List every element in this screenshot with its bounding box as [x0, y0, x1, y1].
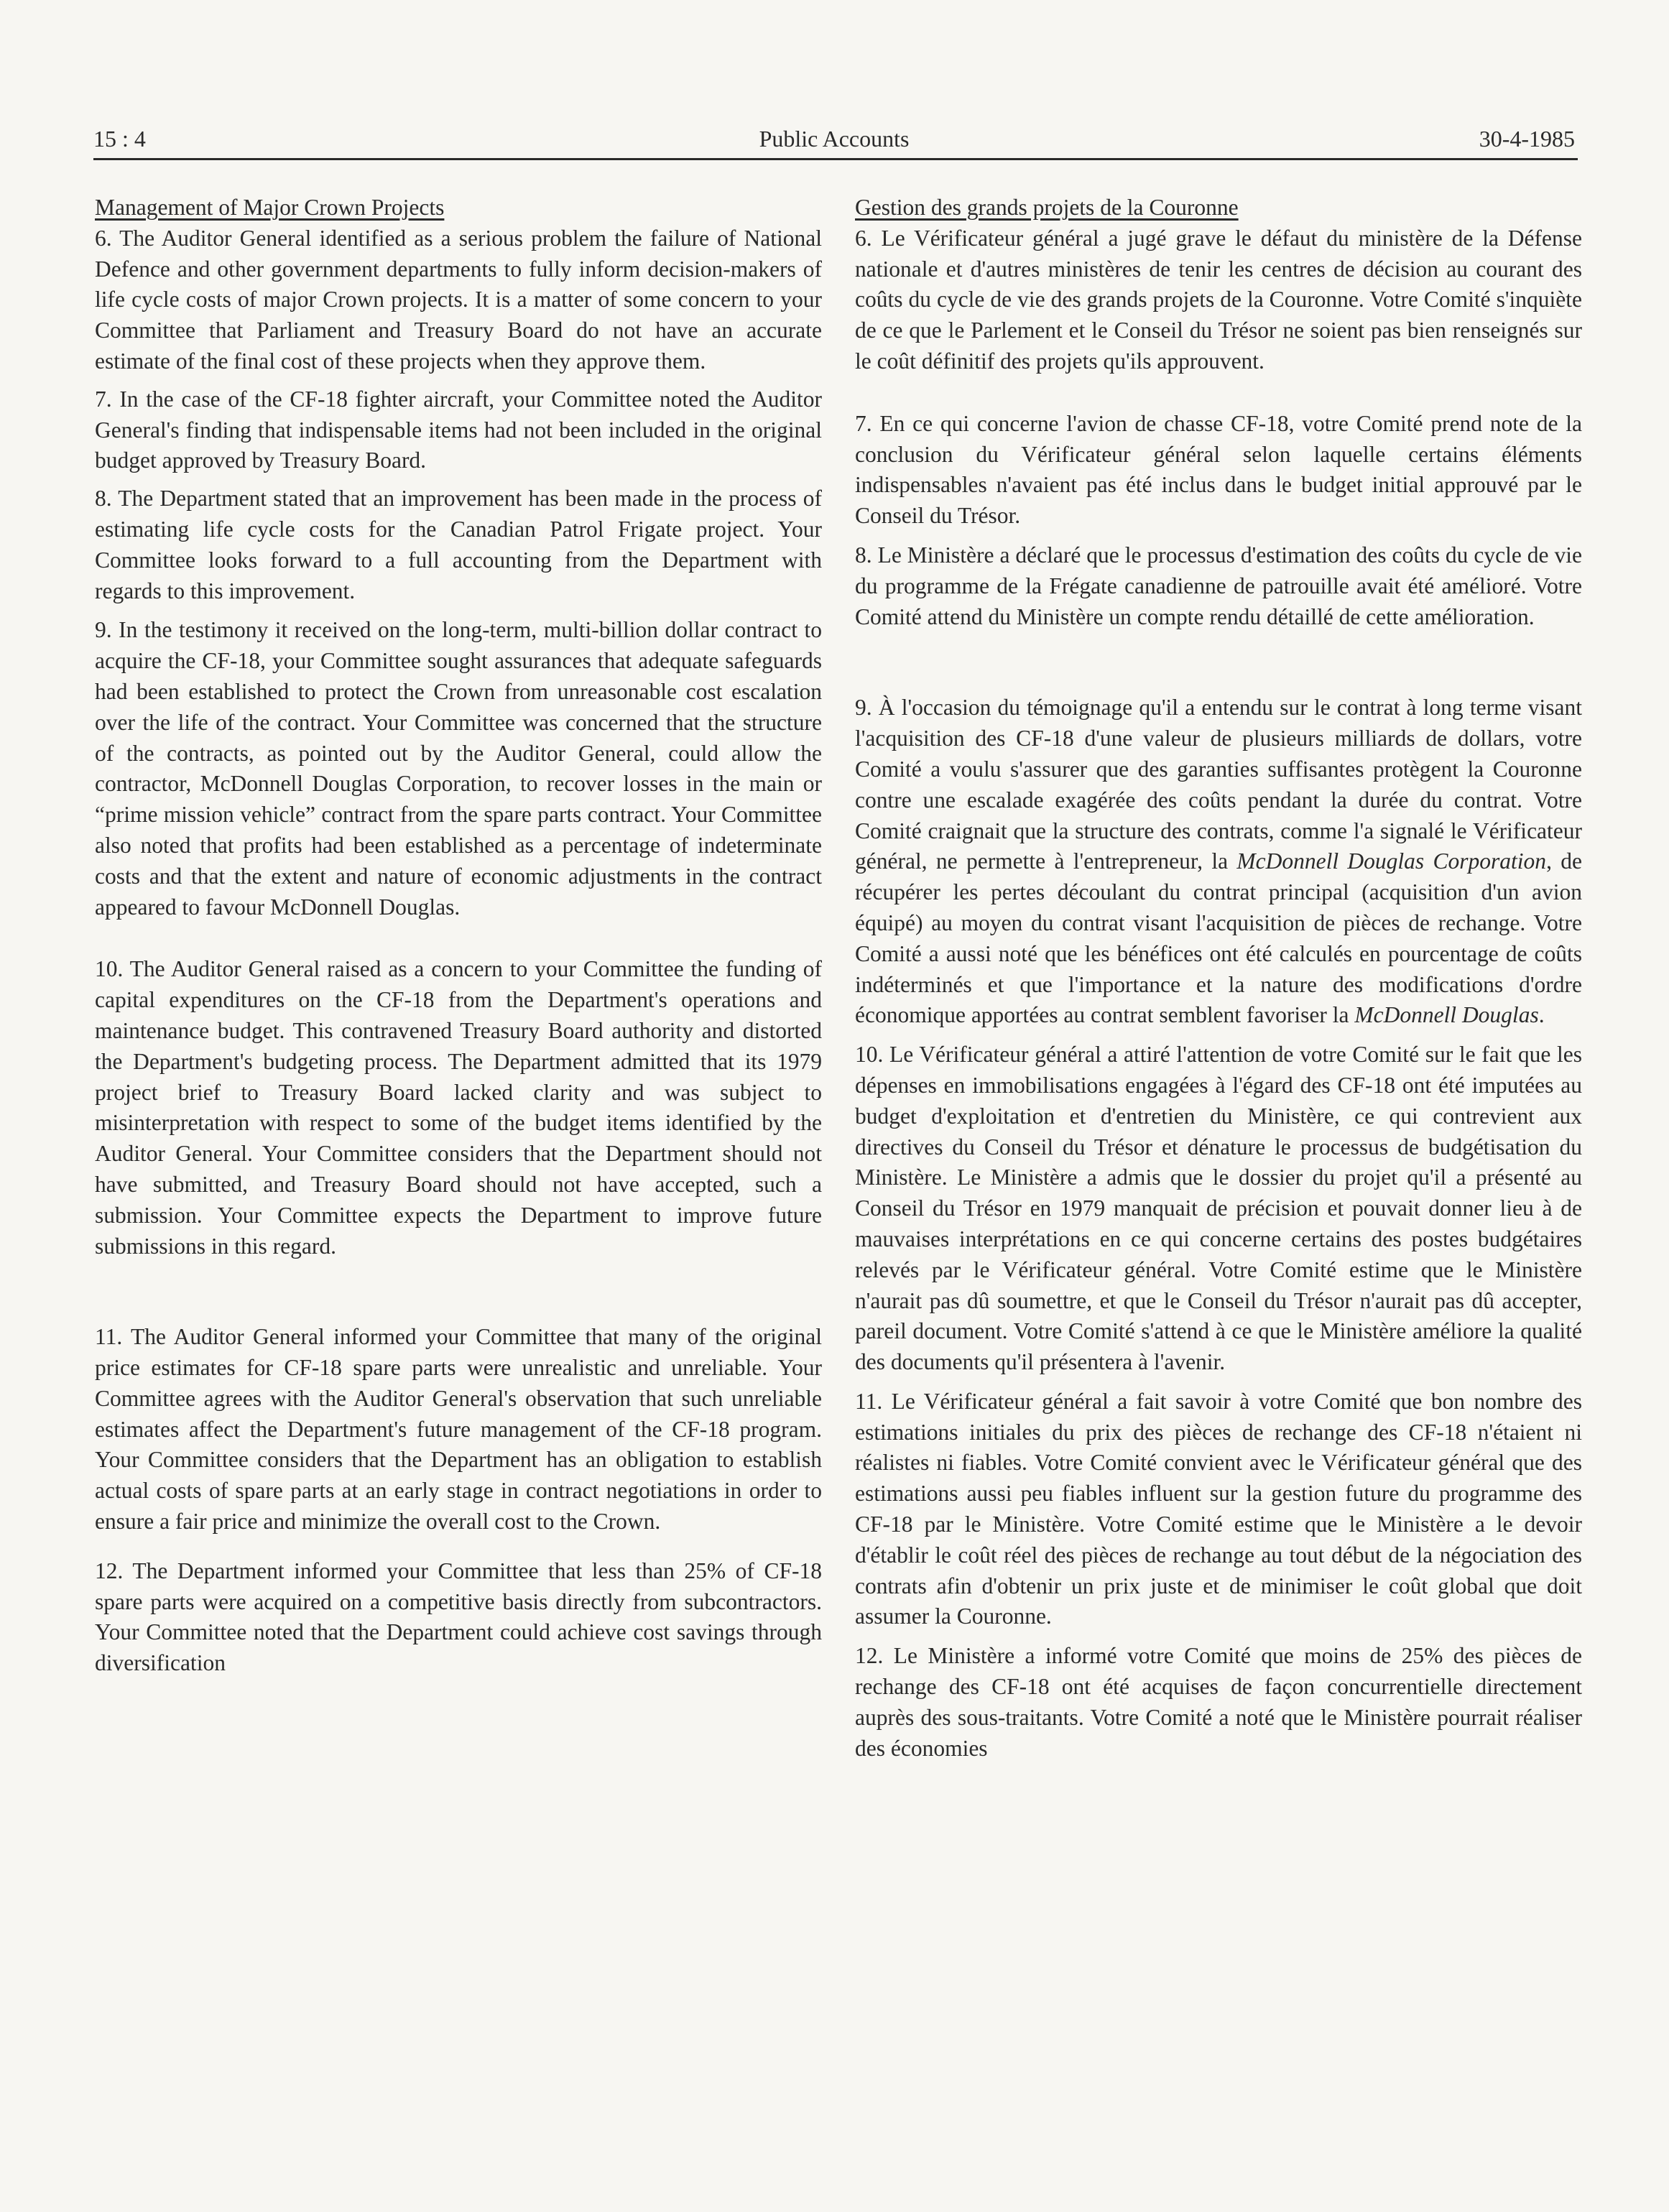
english-paragraph-12: 12. The Department informed your Committee that less than 25% of CF-18 spare parts were acquired on a competitive basis directly from subcontractors. Your Committee noted that the Department could achieve cost savings through diversification — [95, 1558, 822, 1676]
french-paragraph-6: 6. Le Vérificateur général a jugé grave le défaut du ministère de la Défense nationale et d'autres ministères de tenir les centres de décision au courant des coûts du cycle de vie des grands projets de la Couronne. Votre Comité s'inquiète de ce que le Parlement et le Conseil du Trésor ne soient pas bien renseignés sur le coût définitif des projets qu'ils approuvent. — [855, 225, 1582, 374]
publication-title: Public Accounts — [759, 126, 910, 152]
issue-date: 30-4-1985 — [1479, 126, 1575, 152]
french-column — [855, 193, 1582, 1764]
french-paragraph-12: 12. Le Ministère a informé votre Comité que moins de 25% des pièces de rechange des CF-18 ont été acquises de façon concurrentielle directement auprès des sous-traitants. Votre Comité a noté que le Ministère pourrait réaliser des économies — [855, 1643, 1582, 1761]
french-paragraph-8: 8. Le Ministère a déclaré que le processus d'estimation des coûts du cycle de vie du programme de la Frégate canadienne de patrouille avait été amélioré. Votre Comité attend du Ministère un compte rendu détaillé de cette amélioration. — [855, 542, 1582, 629]
english-paragraph-9: 9. In the testimony it received on the long-term, multi-billion dollar contract to acquire the CF-18, your Committee sought assurances that adequate safeguards had been established to protect the Crown from unreasonable cost escalation over the life of the contract. Your Committee was concerned that the structure of the contracts, as pointed out by the Auditor General, could allow the contractor, McDonnell Douglas Corporation, to recover losses in the main or “prime mission vehicle” contract from the spare parts contract. Your Committee also noted that profits had been established as a percentage of indeterminate costs and that the extent and nature of economic adjustments in the contract appeared to favour McDonnell Douglas. — [95, 617, 822, 920]
english-paragraph-8: 8. The Department stated that an improvement has been made in the process of estimating life cycle costs for the Canadian Patrol Frigate project. Your Committee looks forward to a full accounting from the Department with regards to this improvement. — [95, 486, 822, 603]
page-number: 15 : 4 — [93, 126, 146, 152]
running-header — [93, 121, 1575, 157]
french-p9-text: 9. À l'occasion du témoignage qu'il a entendu sur le contrat à long terme visant l'acquisition des CF-18 d'une valeur de plusieurs milliards de dollars, votre Comité a voulu s'assurer que des garanties suffisantes protègent la Couronne contre une escalade exagérée des coûts pendant la durée du contrat. Votre Comité craignait que la structure des contrats, comme l'a signalé le Vérificateur général, ne permette à l'entrepreneur, la — [855, 695, 1582, 874]
french-paragraph-10: 10. Le Vérificateur général a attiré l'attention de votre Comité sur le fait que les dépenses en immobilisations engagées à l'égard des CF-18 ont été imputées au budget d'exploitation et d'entretien du Ministère, ce qui contrevient aux directives du Conseil du Trésor et dénature le processus de budgétisation du Ministère. Le Ministère a admis que le dossier du projet qu'il a présenté au Conseil du Trésor en 1979 manquait de précision et pouvait donner lieu à de mauvaises interprétations en ce qui concerne certains des postes budgétaires relevés par le Vérificateur général. Votre Comité estime que le Ministère n'aurait pas dû soumettre, et que le Conseil du Trésor n'aurait pas dû accepter, pareil document. Votre Comité s'attend à ce que le Ministère améliore la qualité des documents qu'il présentera à l'avenir. — [855, 1042, 1582, 1375]
french-paragraph-9 — [855, 693, 1582, 1031]
english-paragraph-7: 7. In the case of the CF-18 fighter aircraft, your Committee noted the Auditor General's finding that indispensable items had not been included in the original budget approved by Treasury Board. — [95, 386, 822, 473]
english-section-heading: Management of Major Crown Projects — [95, 195, 445, 220]
french-paragraph-11: 11. Le Vérificateur général a fait savoir à votre Comité que bon nombre des estimations initiales du prix des pièces de rechange des CF-18 n'étaient ni réalistes ni fiables. Votre Comité convient avec le Vérificateur général que des estimations aussi peu fiables influent sur la gestion future du programme des CF-18 par le Ministère. Votre Comité estime que le Ministère a le devoir d'établir le coût réel des pièces de rechange au tout début de la négociation des contrats afin d'obtenir un prix juste et de minimiser le coût global que doit assumer la Couronne. — [855, 1388, 1582, 1629]
french-section-heading: Gestion des grands projets de la Couronne — [855, 195, 1239, 220]
english-paragraph-11: 11. The Auditor General informed your Committee that many of the original price estimates for CF-18 spare parts were unrealistic and unreliable. Your Committee agrees with the Auditor General's observation that such unreliable estimates affect the Department's future management of the CF-18 program. Your Committee considers that the Department has an obligation to establish actual costs of spare parts at an early stage in contract negotiations in order to ensure a fair price and minimize the overall cost to the Crown. — [95, 1324, 822, 1535]
french-p9-company: McDonnell Douglas Corporation — [1236, 848, 1547, 874]
header-rule — [93, 158, 1578, 160]
french-p9-company-short: McDonnell Douglas — [1354, 1002, 1539, 1028]
french-p9-end: . — [1538, 1002, 1545, 1028]
english-paragraph-10: 10. The Auditor General raised as a concern to your Committee the funding of capital expenditures on the CF-18 from the Department's operations and maintenance budget. This contravened Treasury Board authority and distorted the Department's budgeting process. The Department admitted that its 1979 project brief to Treasury Board lacked clarity and was subject to misinterpretation with respect to some of the budget items identified by the Auditor General. Your Committee considers that the Department should not have submitted, and Treasury Board should not have accepted, such a submission. Your Committee expects the Department to improve future submissions in this regard. — [95, 956, 822, 1259]
english-column — [95, 193, 822, 1679]
english-paragraph-6: 6. The Auditor General identified as a serious problem the failure of National Defence and other government departments to fully inform decision-makers of life cycle costs of major Crown projects. It is a matter of some concern to your Committee that Parliament and Treasury Board do not have an accurate estimate of the final cost of these projects when they approve them. — [95, 225, 822, 374]
french-paragraph-7: 7. En ce qui concerne l'avion de chasse CF-18, votre Comité prend note de la conclusion du Vérificateur général selon laquelle certains éléments indispensables n'avaient pas été inclus dans le budget initial approuvé par le Conseil du Trésor. — [855, 410, 1582, 529]
french-p9-text-cont: , de récupérer les pertes découlant du contrat principal (acquisition d'un avion équipé) au moyen du contrat visant l'acquisition de pièces de rechange. Votre Comité a aussi noté que les bénéfices ont été calculés en pourcentage de coûts indéterminés et que l'importance et la nature des modifications d'ordre économique apportées au contrat semblent favoriser la — [855, 848, 1583, 1028]
